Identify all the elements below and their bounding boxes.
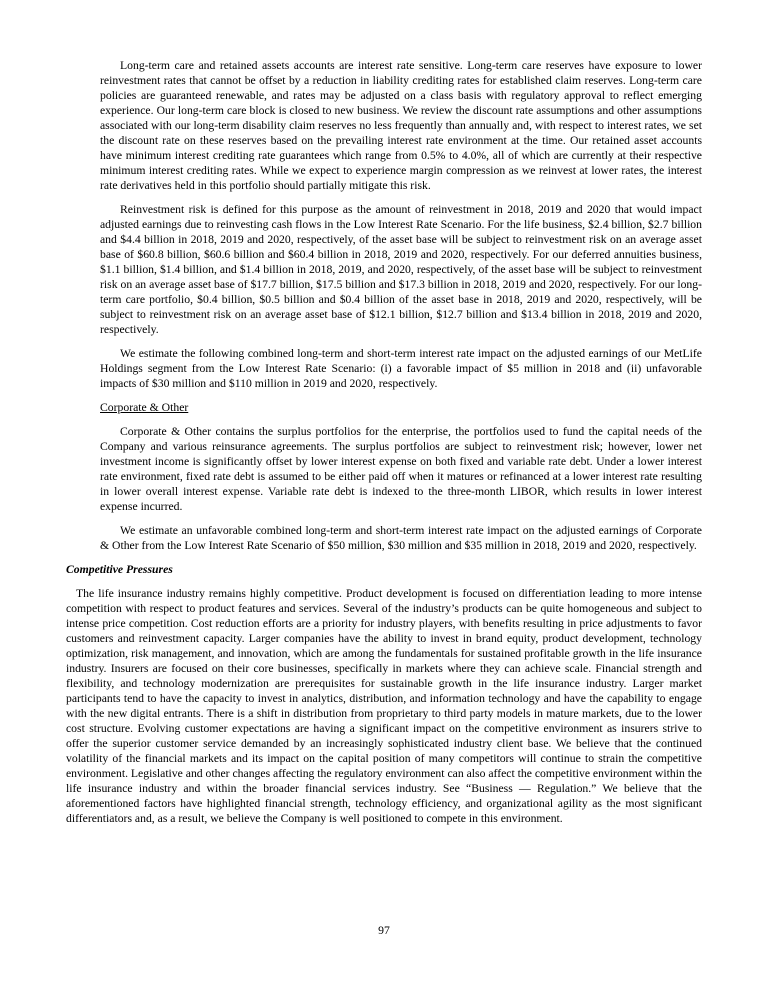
heading-competitive-pressures: Competitive Pressures (66, 563, 173, 576)
page-number: 97 (378, 924, 390, 937)
paragraph-metlife-holdings-impact: We estimate the following combined long-term and short-term interest rate impact on the adjusted earnings of our MetLife Holdings segment from the Low Interest Rate Scenario: (i) a favorable impact of $5 million in 2018 and (ii) unfavorable impacts of $30 million and $110 million in 2019 and 2020, respectively. (100, 347, 702, 390)
paragraph-corporate-other-surplus: Corporate & Other contains the surplus portfolios for the enterprise, the portfolios used to fund the capital needs of the Company and various reinsurance agreements. The surplus portfolios are subject to reinvestment risk; however, lower net investment income is significantly offset by lower interest expense on both fixed and variable rate debt. Under a lower interest rate environment, fixed rate debt is assumed to be either paid off when it matures or refinanced at a lower interest rate resulting in lower overall interest expense. Variable rate debt is indexed to the three-month LIBOR, which results in lower interest expense incurred. (100, 425, 702, 513)
paragraph-reinvestment-risk: Reinvestment risk is defined for this purpose as the amount of reinvestment in 2018, 2019 and 2020 that would impact adjusted earnings due to reinvesting cash flows in the Low Interest Rate Scenario. For the life business, $2.4 billion, $2.7 billion and $4.4 billion in 2018, 2019 and 2020, respectively, of the asset base will be subject to reinvestment risk on an average asset base of $60.8 billion, $60.6 billion and $60.4 billion in 2018, 2019 and 2020, respectively. For our deferred annuities business, $1.1 billion, $1.4 billion, and $1.4 billion in 2018, 2019, and 2020, respectively, of the asset base will be subject to reinvestment risk on an average asset base of $17.7 billion, $17.5 billion and $17.3 billion in 2018, 2019 and 2020, respectively. For our long-term care portfolio, $0.4 billion, $0.5 billion and $0.4 billion of the asset base in 2018, 2019 and 2020, respectively, will be subject to reinvestment risk on an average asset base of $12.1 billion, $12.7 billion and $13.4 billion in 2018, 2019 and 2020, respectively. (100, 203, 702, 336)
paragraph-long-term-care: Long-term care and retained assets accounts are interest rate sensitive. Long-term care reserves have exposure to lower reinvestment rates that cannot be offset by a reduction in liability crediting rates for established claim reserves. Long-term care policies are guaranteed renewable, and rates may be adjusted on a class basis with regulatory approval to reflect emerging experience. Our long-term care block is closed to new business. We review the discount rate assumptions and other assumptions associated with our long-term disability claim reserves no less frequently than annually and, with respect to interest rates, we set the discount rate on these reserves based on the prevailing interest rate environment at the time. Our retained asset accounts have minimum interest crediting rate guarantees which range from 0.5% to 4.0%, all of which are currently at their respective minimum interest crediting rates. While we expect to experience margin compression as we reinvest at lower rates, the interest rate derivatives held in this portfolio should partially mitigate this risk. (100, 59, 702, 192)
paragraph-competitive-overview: The life insurance industry remains highly competitive. Product development is focused on differentiation leading to more intense competition with respect to product features and services. Several of the industry’s products can be quite homogeneous and subject to intense price competition. Cost reduction efforts are a priority for industry players, with benefits resulting in price adjustments to favor customers and reinvestment capacity. Larger companies have the ability to invest in brand equity, product development, technology optimization, risk management, and innovation, which are among the fundamentals for sustained profitable growth in the life insurance industry. Insurers are focused on their core businesses, specifically in markets where they can achieve scale. Financial strength and flexibility, and technology modernization are prerequisites for sustainable growth in the life insurance industry. Larger market participants tend to have the capacity to invest in analytics, distribution, and information technology and have the capability to engage with the new digital entrants. There is a shift in distribution from proprietary to third party models in mature markets, due to the lower cost structure. Evolving customer expectations are having a significant impact on the competitive environment as insurers strive to offer the superior customer service demanded by an increasingly sophisticated industry client base. We believe that the continued volatility of the financial markets and its impact on the capital position of many competitors will continue to strain the competitive environment. Legislative and other changes affecting the regulatory environment can also affect the competitive environment within the life insurance industry and within the broader financial services industry. See “Business — Regulation.” We believe that the aforementioned factors have highlighted financial strength, technology efficiency, and organizational agility as the most significant differentiators and, as a result, we believe the Company is well positioned to compete in this environment. (66, 587, 702, 825)
paragraph-corporate-other-impact: We estimate an unfavorable combined long-term and short-term interest rate impact on the adjusted earnings of Corporate & Other from the Low Interest Rate Scenario of $50 million, $30 million and $35 million in 2018, 2019 and 2020, respectively. (100, 524, 702, 552)
heading-corporate-other: Corporate & Other (100, 401, 189, 414)
page-content (66, 58, 702, 835)
